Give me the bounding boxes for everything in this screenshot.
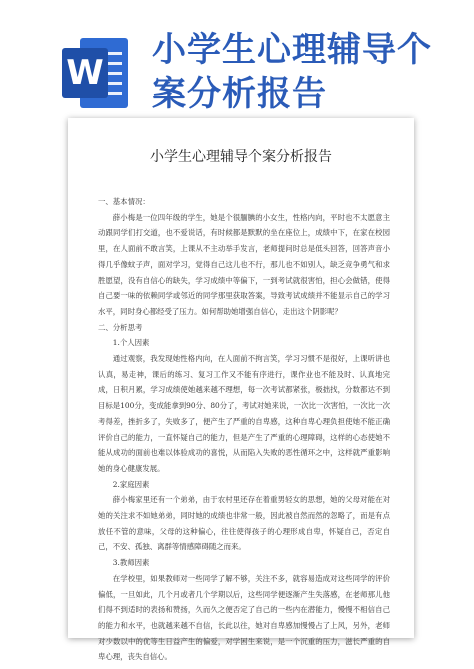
document-paragraph: 通过观察，我发现她性格内向，在人面前不拘言笑，学习习惯不是很好，上课听讲也认真，易走神，课后的练习、复习工作又不能有序进行，课作业也不能及时、认真地完成，日积月累，学习成绩使她越来越不理想，每一次考试都紧张，极拙找，分数都达不到目标是100分，变成能拿到90分、80分了，考试对她来说，一次比一次害怕，一次比一次考得差，挫折多了，失败多了，便产生了严重的自卑感，这种自卑心理负担使她不能正确评价自己的能力，一直怀疑自己的能力，但是产生了严重的心理障碍，这样的心态使她不能从成功的面前也难以体验成功的喜悦，从而陷入失败的恶性循环之中，这样就严重影响她的身心健康发展。	[98, 354, 390, 473]
document-paragraph: 2.家庭因素	[112, 479, 150, 489]
banner-title	[152, 28, 452, 116]
document-page	[68, 118, 414, 662]
document-paragraph: 薛小梅家里还有一个弟弟，由于农村里还存在着重男轻女的思想，她的父母对能在对她的关注求不如她弟弟，同时她的成绩也非常一般，因此被自然而然的忽略了，而是有点放任不管的意味，父母的这种偏心，往往使得孩子的心理形成自卑，怀疑自己，否定自己，不安、孤独、离群等情感障碍随之而来。	[98, 495, 390, 552]
document-title: 小学生心理辅导个案分析报告	[150, 149, 332, 165]
document-paragraph: 在学校里，如果教师对一些同学了解不够，关注不多，就容易造成对这些同学的评价偏低，一旦如此，几个月或者几个学期以后，这些同学便逐渐产生失落感，在老师那儿他们得不到适时的表扬和赞扬，久而久之便否定了自己的一些内在潜能力，慢慢不相信自己的能力和水平，也就越来越不自信，长此以往，她对自卑感加慢慢占了上风，另外，老师对少数以中的优等生日益产生的偏爱，对学困生来说，是一个沉重的压力，滋长严重的自卑心理，丧失自信心。	[98, 573, 390, 662]
banner-title-line2: 案分析报告	[152, 74, 327, 114]
word-icon	[62, 38, 132, 108]
banner-title-line1: 小学生心理辅导个	[152, 30, 432, 70]
document-paragraph: 1.个人因素	[112, 338, 150, 348]
document-paragraph: 二、分析思考	[98, 322, 143, 332]
document-paragraph: 3.教师因素	[112, 558, 150, 568]
document-body	[98, 194, 390, 665]
document-paragraph: 一、基本情况：	[98, 197, 150, 206]
document-paragraph: 薛小梅是一位四年级的学生，她是个很腼腆的小女生，性格内向，平时也不太愿意主动跟同学们打交道，也不爱说话，有时候都是默默的坐在座位上，成绩中下，在家在校园里，在人面前不敢言笑，上课从不主动举手发言，老师提问时总是低头回答，回答声音小得几乎像蚊子声，面对学习，觉得自己这儿也不行，那儿也不如别人，缺乏竞争勇气和求胜愿望，没有自信心的缺失，学习成绩中等偏下，一到考试就很害怕，担心会做错，使得自己要一味的依赖同学或邻近的同学那里获取答案，导致考试成绩并不能显示自己的学习水平，同时身心都经受了压力。如何帮助她增强自信心，走出这个阴影呢？	[98, 212, 390, 316]
word-letter-badge: W	[62, 48, 108, 98]
